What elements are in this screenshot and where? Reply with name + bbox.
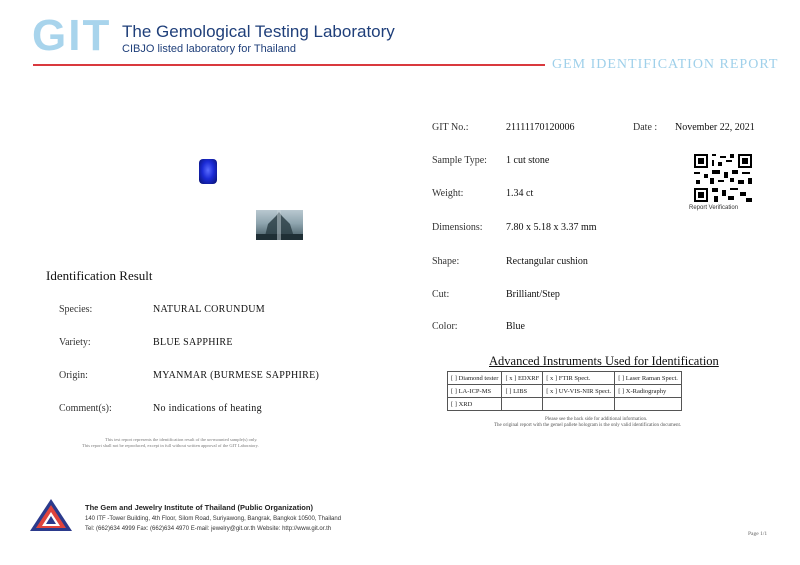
variety-value: BLUE SAPPHIRE (153, 337, 233, 348)
institute-address: 140 ITF -Tower Building, 4th Floor, Silom Road, Suriyawong, Bangrak, Bangkok 10500, Thailand (85, 516, 342, 522)
instrument-cell: [ ] Diamond tester (448, 372, 502, 385)
shape-label: Shape: (432, 256, 460, 267)
back-side-note: Please see the back side for additional information. (545, 417, 648, 422)
instrument-cell (502, 398, 543, 411)
instrument-cell: [ x ] UV-VIS-NIR Spect. (543, 385, 615, 398)
dimensions-value: 7.80 x 5.18 x 3.37 mm (506, 222, 597, 233)
qr-caption: Report Verification (689, 205, 739, 211)
report-title: GEM IDENTIFICATION REPORT (552, 57, 779, 72)
variety-label: Variety: (59, 337, 91, 348)
page-number: Page 1/1 (748, 531, 768, 537)
identification-title: Identification Result (46, 268, 153, 283)
color-value: Blue (506, 321, 525, 332)
git-logo: GIT (32, 11, 112, 60)
date-value: November 22, 2021 (675, 122, 755, 133)
comments-value: No indications of heating (153, 403, 262, 414)
disclaimer-line-2: This report shall not be reproduced, except in full without written approval of the GIT Laboratory. (82, 443, 259, 448)
git-no-label: GIT No.: (432, 122, 469, 133)
table-row (448, 398, 682, 411)
lab-title: The Gemological Testing Laboratory (122, 22, 395, 41)
institute-name: The Gem and Jewelry Institute of Thailand (Public Organization) (85, 503, 313, 512)
hologram-thumbnail (256, 210, 303, 240)
sample-type-label: Sample Type: (432, 155, 487, 166)
instruments-title: Advanced Instruments Used for Identification (489, 354, 719, 368)
comments-label: Comment(s): (59, 403, 112, 414)
species-label: Species: (59, 304, 93, 315)
instrument-cell: [ ] LIBS (502, 385, 543, 398)
instrument-cell: [ ] XRD (448, 398, 502, 411)
institute-contact: Tel: (662)634 4999 Fax: (662)634 4970 E-mail: jewelry@git.or.th Website: http://www.git.or.th (85, 526, 332, 532)
instruments-table (447, 371, 682, 411)
color-label: Color: (432, 321, 458, 332)
table-row (448, 385, 682, 398)
date-label: Date : (633, 122, 658, 133)
cut-value: Brilliant/Step (506, 289, 560, 300)
instrument-cell: [ ] Laser Raman Spect. (615, 372, 682, 385)
institute-logo-icon (29, 498, 73, 532)
table-row (448, 372, 682, 385)
lab-subtitle: CIBJO listed laboratory for Thailand (122, 43, 297, 55)
instrument-cell (615, 398, 682, 411)
origin-label: Origin: (59, 370, 88, 381)
sample-type-value: 1 cut stone (506, 155, 550, 166)
instrument-cell (543, 398, 615, 411)
qr-code-icon[interactable] (694, 154, 752, 202)
cut-label: Cut: (432, 289, 450, 300)
gemstone-photo (199, 159, 217, 184)
instrument-cell: [ x ] EDXRF (502, 372, 543, 385)
instrument-cell: [ x ] FTIR Spect. (543, 372, 615, 385)
weight-label: Weight: (432, 188, 464, 199)
species-value: NATURAL CORUNDUM (153, 304, 265, 315)
original-report-note: The original report with the gemel pallete hologram is the only valid identification document. (494, 423, 682, 428)
weight-value: 1.34 ct (506, 188, 534, 199)
origin-value: MYANMAR (BURMESE SAPPHIRE) (153, 370, 320, 381)
git-no-value: 21111170120006 (506, 122, 575, 133)
disclaimer-line-1: This test report represents the identification result of the un-mounted sample(s) only. (105, 437, 258, 442)
dimensions-label: Dimensions: (432, 222, 483, 233)
instrument-cell: [ ] LA-ICP-MS (448, 385, 502, 398)
instrument-cell: [ ] X-Radiography (615, 385, 682, 398)
header-rule (33, 64, 545, 66)
shape-value: Rectangular cushion (506, 256, 588, 267)
